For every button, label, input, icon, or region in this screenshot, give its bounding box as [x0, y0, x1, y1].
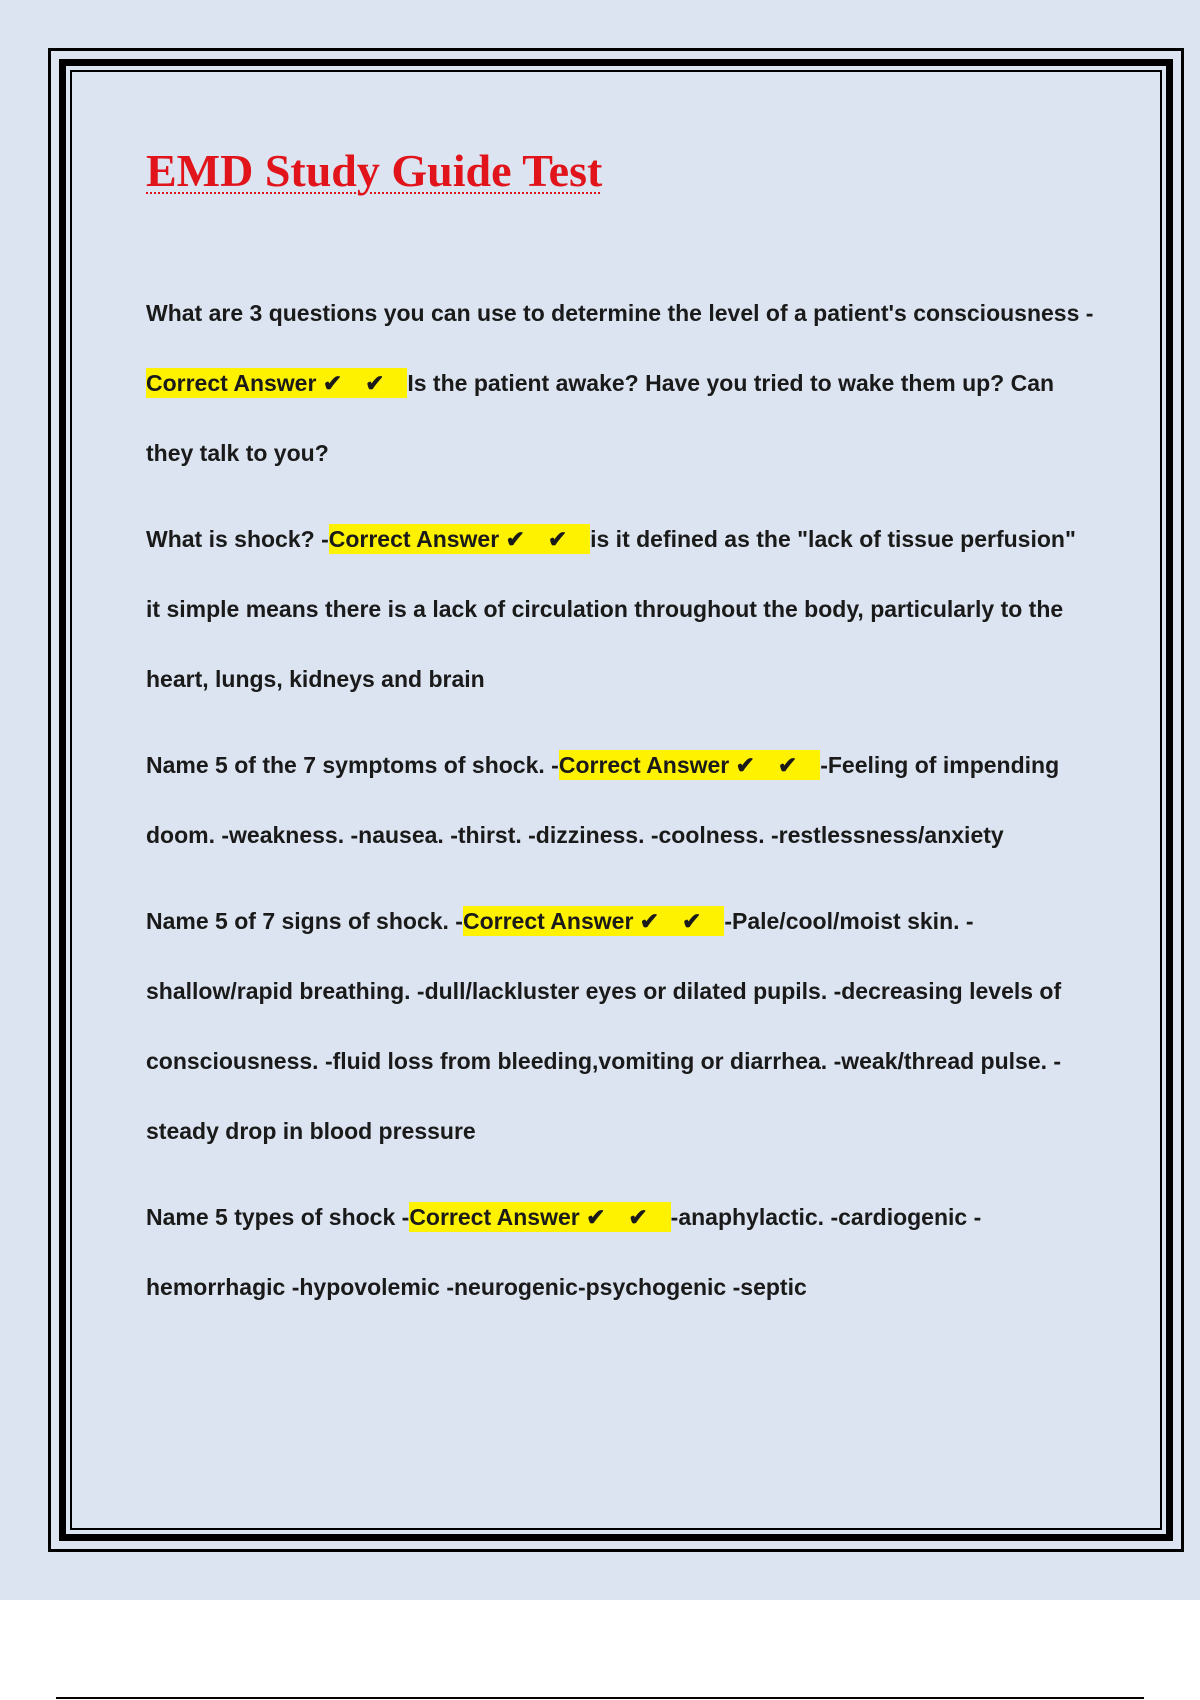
- answer-text: Is the patient awake? Have you tried to wake them up? Can they talk to you?: [146, 370, 1055, 466]
- answer-text: -Feeling of impending doom. -weakness. -nausea. -thirst. -dizziness. -coolness. -restlessness/anxiety: [146, 752, 1060, 848]
- question-text: Name 5 types of shock -: [146, 1204, 410, 1230]
- answer-text: is it defined as the "lack of tissue perfusion" it simple means there is a lack of circulation throughout the body, particularly to the heart, lungs, kidneys and brain: [146, 526, 1076, 692]
- answer-text: -Pale/cool/moist skin. -shallow/rapid breathing. -dull/lackluster eyes or dilated pupils. -decreasing levels of consciousness. -fluid loss from bleeding,vomiting or diarrhea. -weak/thread pulse. -steady drop in blood pressure: [146, 908, 1062, 1144]
- answer-text: -anaphylactic. -cardiogenic -hemorrhagic -hypovolemic -neurogenic-psychogenic -septic: [146, 1204, 982, 1300]
- question-text: Name 5 of the 7 symptoms of shock. -: [146, 752, 559, 778]
- qa-list: [146, 278, 1096, 1338]
- question-text: What are 3 questions you can use to determine the level of a patient's consciousness -: [146, 300, 1094, 326]
- correct-answer-marker: Correct Answer ✔ ✔: [462, 908, 725, 934]
- qa-item: [146, 278, 1096, 488]
- correct-answer-marker: Correct Answer ✔ ✔: [409, 1204, 671, 1230]
- qa-item: [146, 504, 1096, 714]
- question-text: What is shock? -: [146, 526, 329, 552]
- footer-rule: [56, 1697, 1144, 1699]
- correct-answer-marker: Correct Answer ✔ ✔: [558, 752, 821, 778]
- qa-item: [146, 730, 1096, 870]
- correct-answer-marker: Correct Answer ✔ ✔: [328, 526, 591, 552]
- correct-answer-marker: Correct Answer ✔ ✔: [146, 370, 408, 396]
- qa-item: [146, 1182, 1096, 1322]
- qa-item: [146, 886, 1096, 1166]
- document-title: EMD Study Guide Test: [146, 145, 603, 196]
- question-text: Name 5 of 7 signs of shock. -: [146, 908, 463, 934]
